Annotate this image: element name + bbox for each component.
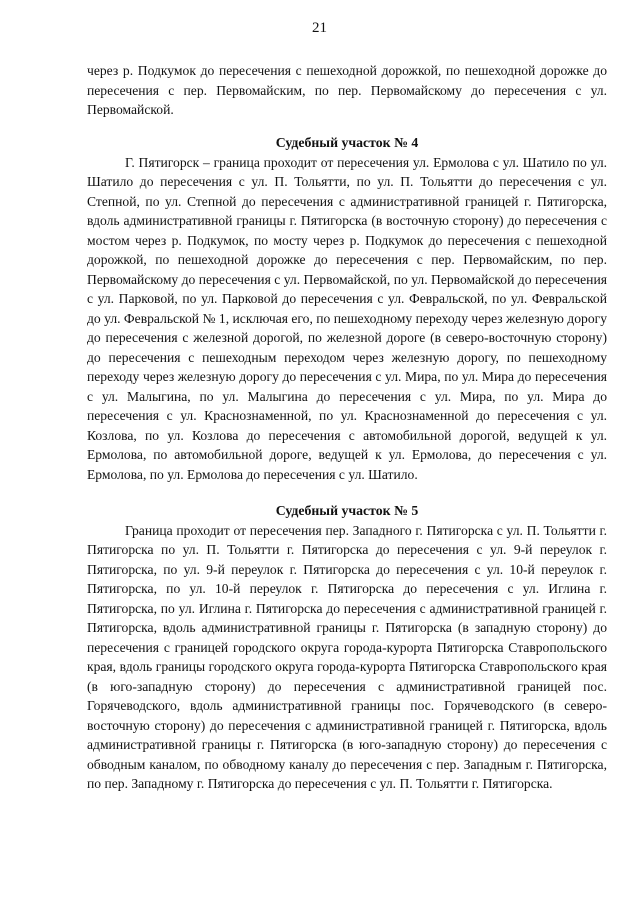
section-heading: Судебный участок № 5 bbox=[275, 503, 419, 518]
section-paragraph: Г. Пятигорск – граница проходит от пересечения ул. Ермолова с ул. Шатило по ул. Шатило до пересечения с ул. П. Тольятти, по ул. П. Тольятти до пересечения с ул. Степной, по ул. Степной до пересечения с административной границей г. Пятигорска, вдоль административной границы г. Пятигорска (в восточную сторону) до пересечения с мостом через р. Подкумок, по мосту через р. Подкумок до пересечения с пешеходной дорожкой, по пешеходной дорожке до пересечения с пер. Первомайским, по пер. Первомайскому до пересечения с ул. Первомайской, по ул. Первомайской до пересечения с ул. Парковой, по ул. Парковой до пересечения с ул. Февральской, по ул. Февральской до ул. Февральской № 1, исключая его, по пешеходному переходу через железную дорогу до пересечения с железной дорогой, по железной дороге (в северо-восточную сторону) до пересечения с пешеходным переходом через железную дорогу, по пешеходному переходу через железную дорогу до пересечения с ул. Мира, по ул. Мира до пересечения с ул. Малыгина, по ул. Малыгина до пересечения с ул. Мира, по ул. Мира до пересечения с ул. Краснознаменной, по ул. Краснознаменной до пересечения с ул. Козлова, по ул. Козлова до пересечения с автомобильной дорогой, ведущей к ул. Ермолова, по автомобильной дороге, ведущей к ул. Ермолова, до пересечения с ул. Ермолова, по ул. Ермолова до пересечения с ул. Шатило. bbox=[87, 154, 607, 482]
section-court-4 bbox=[87, 133, 607, 484]
page-number: 21 bbox=[312, 20, 327, 36]
intro-paragraph: через р. Подкумок до пересечения с пешеходной дорожкой, по пешеходной дорожке до пересечения с пер. Первомайским, по пер. Первомайскому до пересечения с ул. Первомайской. bbox=[87, 63, 607, 117]
section-heading: Судебный участок № 4 bbox=[275, 135, 419, 150]
intro-block bbox=[87, 61, 607, 120]
section-court-5 bbox=[87, 501, 607, 794]
section-paragraph: Граница проходит от пересечения пер. Западного г. Пятигорска с ул. П. Тольятти г. Пятигорска по ул. П. Тольятти г. Пятигорска до пересечения с ул. 9-й переулок г. Пятигорска, по ул. 9-й переулок г. Пятигорска до пересечения с ул. 10-й переулок г. Пятигорска, по ул. 10-й переулок г. Пятигорска до пересечения с ул. Иглина г. Пятигорска, по ул. Иглина г. Пятигорска до пересечения с административной границей г. Пятигорска, вдоль административной границы г. Пятигорска (в западную сторону) до пересечения с границей городского округа города-курорта Пятигорска Ставропольского края, вдоль границы городского округа города-курорта Пятигорска Ставропольского края (в юго-западную сторону) до пересечения с административной границей пос. Горячеводского, вдоль административной границы пос. Горячеводского (в северо-восточную сторону) до пересечения с административной границей г. Пятигорска, вдоль административной границы г. Пятигорска (в юго-западную сторону) до пересечения с обводным каналом, по обводному каналу до пересечения с пер. Западным г. Пятигорска, по пер. Западному г. Пятигорска до пересечения с ул. П. Тольятти г. Пятигорска. bbox=[87, 522, 607, 791]
